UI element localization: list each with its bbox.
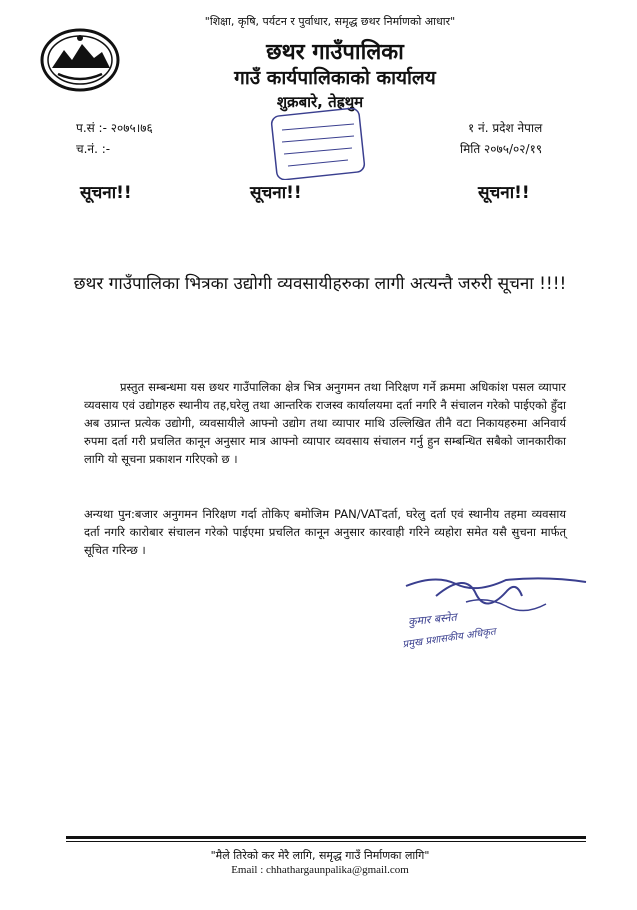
dispatch-number: च.नं. :- <box>76 142 111 156</box>
body-paragraph-2: अन्यथा पुन:बजार अनुगमन निरिक्षण गर्दा तोकिए बमोजिम PAN/VATदर्ता, घरेलु दर्ता एवं स्थानीय तहमा व्यवसाय दर्ता नगरि कारोबार संचालन गरेको पाईएमा प्रचलित कानून अनुसार कारवाही गरिने व्यहोरा समेत यसै सुचना मार्फत् सूचित गरिन्छ । <box>84 507 566 557</box>
signatory-name: कुमार बस्नेत <box>407 610 458 629</box>
document-date: मिति २०७५/०२/१९ <box>460 142 543 156</box>
signatory-title: प्रमुख प्रशासकीय अधिकृत <box>401 626 497 651</box>
office-address: शुक्रबारे, तेह्रथुम <box>276 93 364 111</box>
organization-title: छथर गाउँपालिका <box>266 40 404 65</box>
office-stamp <box>268 108 368 180</box>
office-title: गाउँ कार्यपालिकाको कार्यालय <box>234 67 436 89</box>
footer-slogan: "मैले तिरेको कर मेरै लागि, समृद्ध गाउँ निर्माणका लागि" <box>210 849 430 862</box>
header-motto: "शिक्षा, कृषि, पर्यटन र पुर्वाधार, समृद्ध छथर निर्माणको आधार" <box>204 15 456 28</box>
footer-divider <box>66 836 586 842</box>
notice-label-right: सूचना!! <box>478 183 530 203</box>
notice-label-left: सूचना!! <box>80 183 132 203</box>
notice-label-center: सूचना!! <box>250 183 302 203</box>
body-paragraph-1: प्रस्तुत सम्बन्धमा यस छथर गाउँपालिका क्षेत्र भित्र अनुगमन तथा निरिक्षण गर्ने क्रममा अधिकांश पसल व्यापार व्यवसाय एवं उद्योगहरु स्थानीय तह,घरेलु तथा आन्तरिक राजस्व कार्यालयमा दर्ता नगरि नै संचालन गरेको पाईएको हुँदा अब उप्रान्त प्रत्येक उद्योगी, व्यवसायीले आफ्नो उद्योग तथा व्यापार माथि उल्लिखित तीनै वटा निकायहरुमा अनिवार्य रुपमा दर्ता गरी प्रचलित कानून अनुसार मात्र आफ्नो व्यापार व्यवसाय संचालन गर्नु हुन सम्बन्धित सबैको जानकारीका लागि यो सूचना प्रकाशन गरिएको छ । <box>84 380 566 466</box>
notice-heading: छथर गाउँपालिका भित्रका उद्योगी व्यवसायीहरुका लागी अत्यन्तै जरुरी सूचना !!!! <box>73 274 567 294</box>
reference-number: प.सं :- २०७५।७६ <box>76 121 153 135</box>
province-label: १ नं. प्रदेश नेपाल <box>468 121 543 135</box>
nepal-emblem-logo <box>40 28 120 92</box>
footer-email: Email : chhathargaunpalika@gmail.com <box>231 864 409 876</box>
